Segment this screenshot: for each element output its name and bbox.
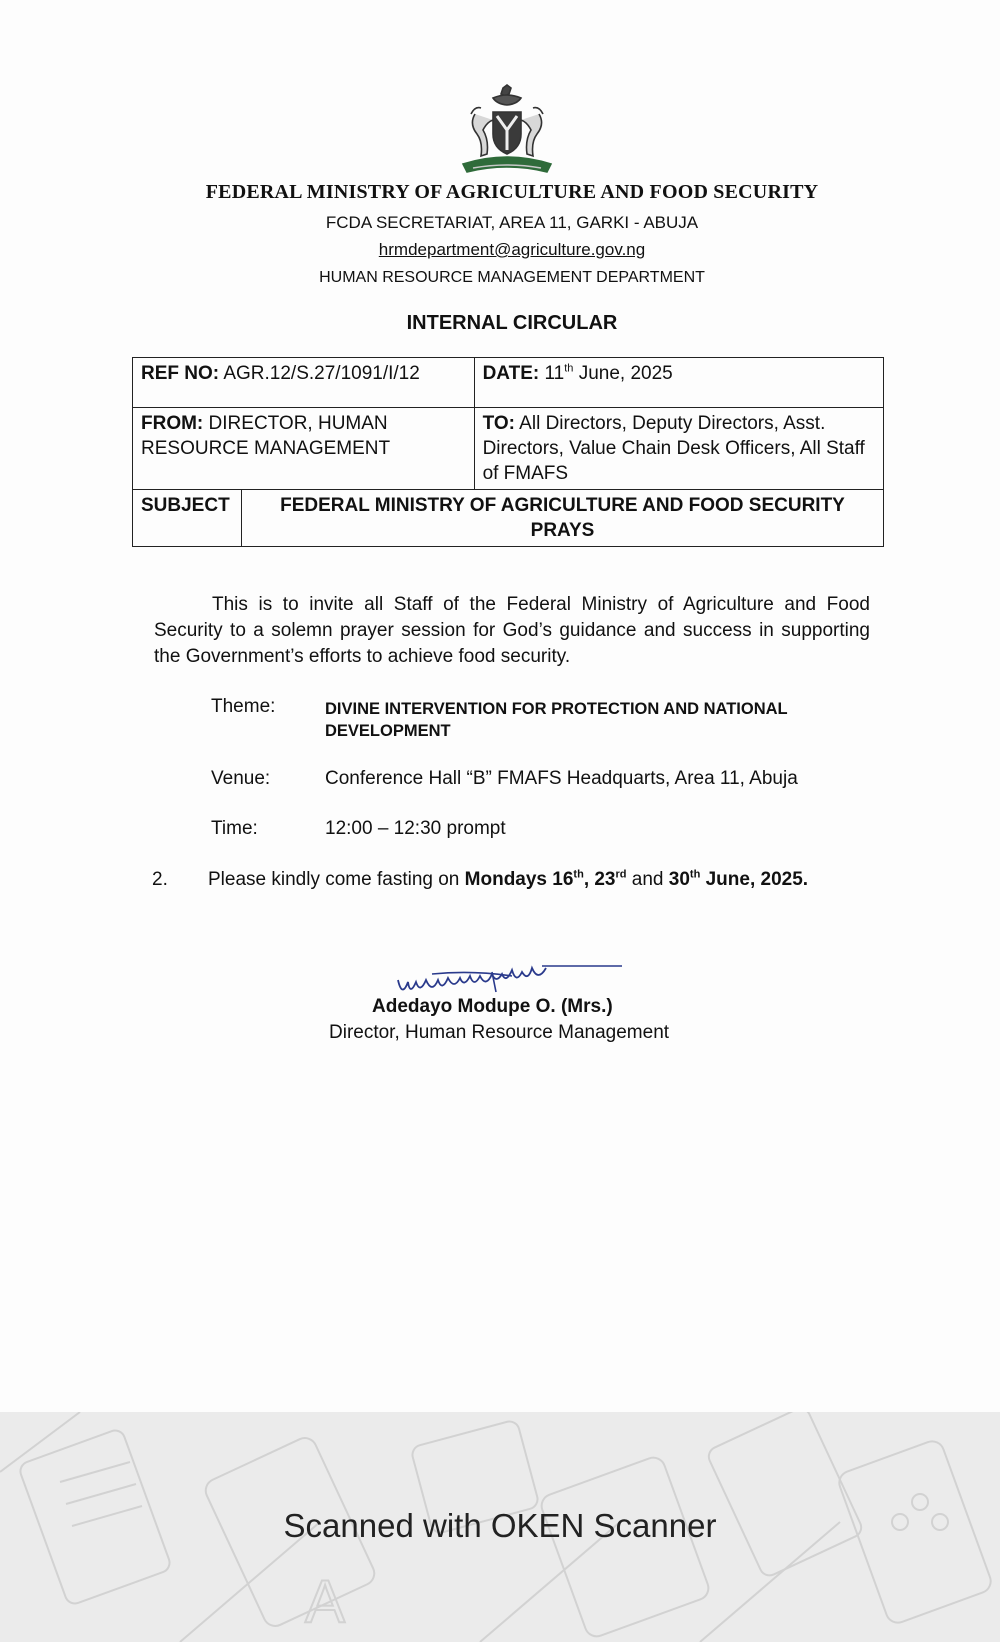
fasting-date-3: 30 (668, 869, 690, 890)
signatory-name: Adedayo Modupe O. (Mrs.) (372, 996, 613, 1017)
ref-label: REF NO: (141, 363, 220, 384)
handwritten-signature (392, 960, 624, 1000)
intro-paragraph: This is to invite all Staff of the Federal Ministry of Agriculture and Food Security to a solemn prayer session for God’s guidance and success in supporting the Government’s efforts to achieve food security. (154, 594, 870, 667)
to-cell (474, 408, 883, 490)
coat-of-arms-icon (453, 84, 561, 176)
fasting-sup-3: th (689, 868, 701, 881)
date-label: DATE: (482, 363, 540, 384)
time-value: 12:00 – 12:30 prompt (325, 818, 506, 839)
department-name: HUMAN RESOURCE MANAGEMENT DEPARTMENT (319, 269, 705, 286)
time-label: Time: (211, 818, 258, 839)
circular-details-table (132, 357, 884, 547)
ref-value: AGR.12/S.27/1091/I/12 (223, 363, 420, 384)
venue-label: Venue: (211, 768, 271, 789)
fasting-sup-1: th (573, 868, 584, 881)
fasting-sup-2: rd (615, 868, 627, 881)
to-value: All Directors, Deputy Directors, Asst. Directors, Value Chain Desk Officers, All Staff of FMAFS (482, 413, 865, 484)
svg-text:A: A (305, 1568, 346, 1635)
fasting-date-1: Mondays 16 (464, 869, 574, 890)
subject-label: SUBJECT (133, 490, 242, 547)
fasting-date-2: , 23 (583, 869, 616, 890)
ref-cell (133, 358, 475, 408)
document-type: INTERNAL CIRCULAR (406, 312, 618, 334)
theme-value: DIVINE INTERVENTION FOR PROTECTION AND NATIONAL DEVELOPMENT (325, 700, 788, 740)
date-day: 11 (544, 363, 565, 384)
scanner-watermark-text: Scanned with OKEN Scanner (283, 1507, 717, 1544)
paragraph-number: 2. (152, 869, 168, 890)
from-label: FROM: (141, 413, 204, 434)
fasting-and: and (631, 869, 664, 890)
department-email: hrmdepartment@agriculture.gov.ng (378, 240, 646, 259)
ministry-name: FEDERAL MINISTRY OF AGRICULTURE AND FOOD SECURITY (205, 181, 819, 203)
from-cell (133, 408, 475, 490)
date-suffix: th (564, 362, 574, 375)
date-rest: June, 2025 (578, 363, 673, 384)
subject-value: FEDERAL MINISTRY OF AGRICULTURE AND FOOD SECURITY PRAYS (242, 490, 884, 547)
date-cell (474, 358, 883, 408)
theme-label: Theme: (211, 696, 276, 717)
venue-value: Conference Hall “B” FMAFS Headquarts, Area 11, Abuja (325, 768, 798, 789)
fasting-text: Please kindly come fasting on (208, 869, 460, 890)
to-label: TO: (482, 413, 515, 434)
fasting-paragraph (152, 866, 852, 893)
from-value: DIRECTOR, HUMAN RESOURCE MANAGEMENT (141, 413, 391, 459)
ministry-address: FCDA SECRETARIAT, AREA 11, GARKI - ABUJA (325, 213, 699, 232)
fasting-date-4: June, 2025. (705, 869, 809, 890)
signatory-title: Director, Human Resource Management (329, 1022, 670, 1043)
